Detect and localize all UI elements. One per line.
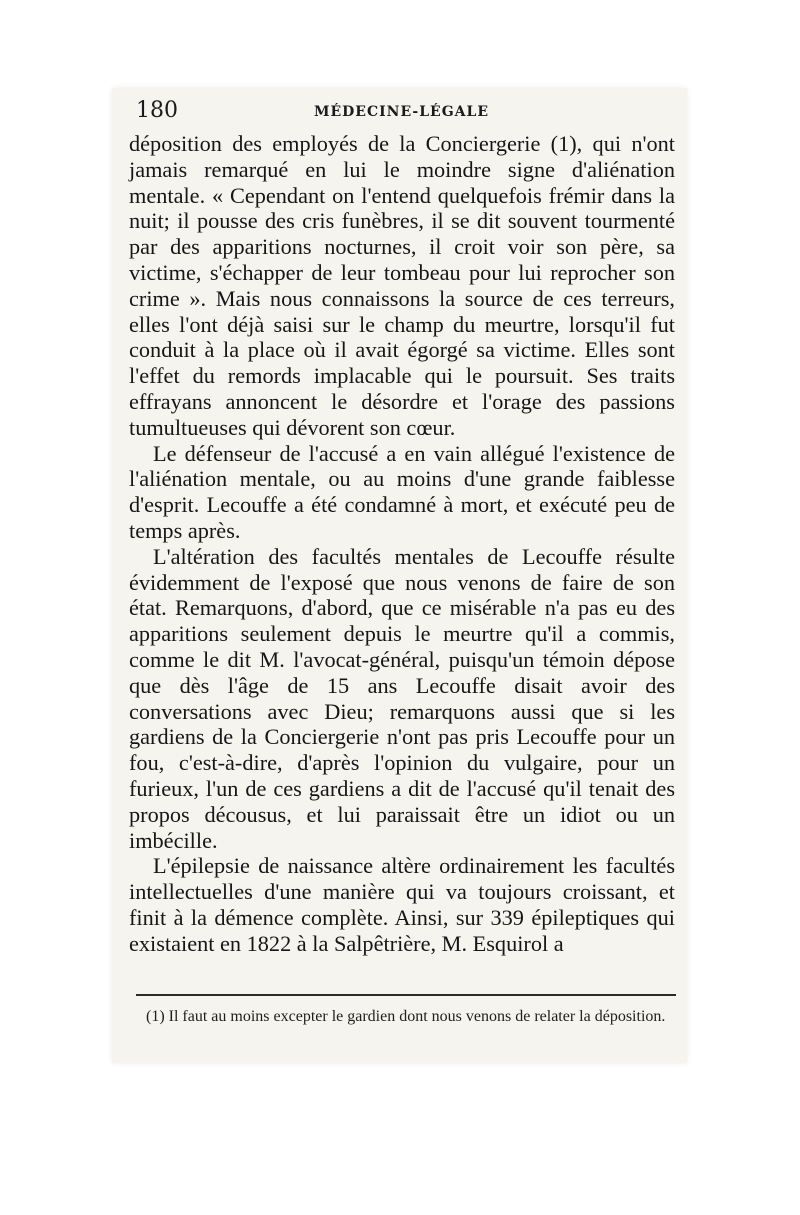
paragraph-1: déposition des employés de la Conciergerie (1), qui n'ont jamais remarqué en lui le moindre signe d'aliénation mentale. « Cependant on l'entend quelquefois frémir dans la nuit; il pousse des cris funèbres, il se dit souvent tourmenté par des apparitions nocturnes, il croit voir son père, sa victime, s'échapper de leur tombeau pour lui reprocher son crime ». Mais nous connaissons la source de ces terreurs, elles l'ont déjà saisi sur le champ du meurtre, lorsqu'il fut conduit à la place où il avait égorgé sa victime. Elles sont l'effet du remords implacable qui le poursuit. Ses traits effrayans annoncent le désordre et l'orage des passions tumultueuses qui dévorent son cœur. bbox=[129, 131, 675, 440]
body-text bbox=[129, 131, 675, 957]
footnote-rule bbox=[136, 994, 676, 996]
paragraph-2: Le défenseur de l'accusé a en vain allégué l'existence de l'aliénation mentale, ou au moins d'une grande faiblesse d'esprit. Lecouffe a été condamné à mort, et exécuté peu de temps après. bbox=[129, 440, 675, 543]
paragraph-3: L'altération des facultés mentales de Lecouffe résulte évidemment de l'exposé que nous venons de faire de son état. Remarquons, d'abord, que ce misérable n'a pas eu des apparitions seulement depuis le meurtre qu'il a commis, comme le dit M. l'avocat-général, puisqu'un témoin dépose que dès l'âge de 15 ans Lecouffe disait avoir des conversations avec Dieu; remarquons aussi que si les gardiens de la Conciergerie n'ont pas pris Lecouffe pour un fou, c'est-à-dire, d'après l'opinion du vulgaire, pour un furieux, l'un de ces gardiens a dit de l'accusé qu'il tenait des propos décousus, et lui paraissait être un idiot ou un imbécille. bbox=[129, 543, 675, 853]
paragraph-4: L'épilepsie de naissance altère ordinairement les facultés intellectuelles d'une manière qui va toujours croissant, et finit à la démence complète. Ainsi, sur 339 épileptiques qui existaient en 1822 à la Salpêtrière, M. Esquirol a bbox=[129, 853, 675, 956]
page-number: 180 bbox=[136, 98, 178, 123]
footnote bbox=[134, 1006, 674, 1027]
book-page bbox=[112, 88, 687, 1063]
running-head: MÉDECINE-LÉGALE bbox=[314, 104, 490, 120]
footnote-text: (1) Il faut au moins excepter le gardien dont nous venons de relater la déposition. bbox=[146, 1008, 666, 1025]
